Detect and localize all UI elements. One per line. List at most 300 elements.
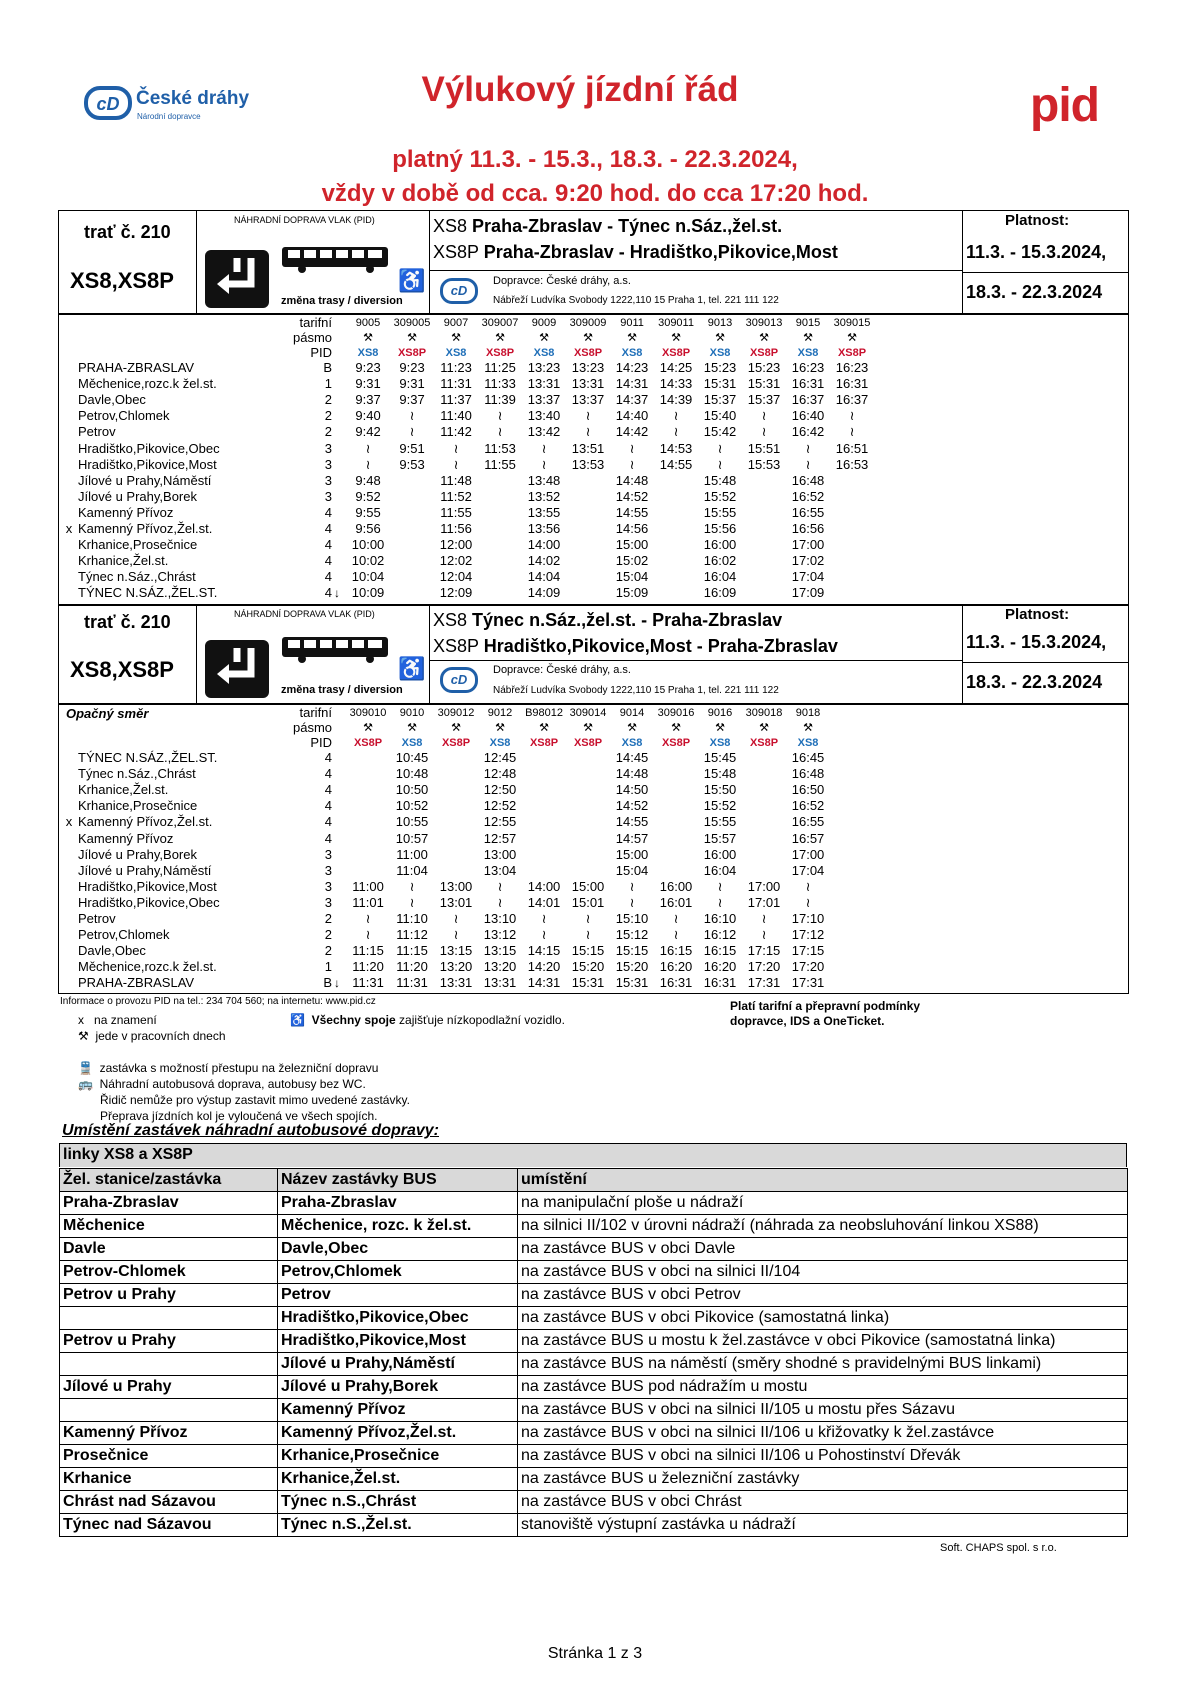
tariff-zone: 2	[324, 943, 333, 959]
departure-time: 17:09	[791, 585, 825, 601]
weekday-mark: ⚒	[363, 721, 373, 734]
request-stop-mark	[60, 392, 78, 408]
direction-arrow	[334, 927, 346, 943]
spacer	[60, 735, 78, 750]
tariff-zone: 2	[324, 408, 333, 424]
weekday-mark: ⚒	[495, 721, 505, 734]
departure-time: 12:45	[483, 750, 517, 766]
departure-time: 14:57	[615, 830, 649, 846]
departure-time: 16:00	[703, 537, 737, 553]
pid-line: XS8	[357, 346, 379, 359]
train-number: 309007	[481, 316, 519, 329]
departure-time	[742, 798, 786, 814]
departure-time: 16:00	[703, 846, 737, 862]
train-number: 9016	[707, 706, 733, 719]
train-number: 309018	[745, 706, 783, 719]
stop-location: na zastávce BUS v obci na silnici II/106 u Pohostinství Dřevák	[518, 1445, 1128, 1468]
departure-time	[390, 569, 434, 585]
stop-name: Hradištko,Pikovice,Obec	[78, 440, 220, 456]
departure-time: 12:55	[483, 814, 517, 830]
platnost-2: 18.3. - 22.3.2024	[966, 282, 1103, 302]
departure-time: 14:00	[527, 878, 561, 894]
departure-time: 13:15	[483, 943, 517, 959]
stops-row	[60, 1445, 1128, 1468]
departure-time: 13:12	[483, 927, 517, 943]
pid-line: XS8P	[485, 346, 515, 359]
timetable-row	[60, 830, 830, 846]
request-stop-mark	[60, 927, 78, 943]
weekday-mark: ⚒	[627, 331, 637, 344]
departure-time	[390, 505, 434, 521]
departure-time: 17:31	[747, 975, 781, 991]
legend-work: ⚒ jede v pracovních dnech	[78, 1029, 226, 1043]
departure-time: 14:56	[615, 520, 649, 536]
stops-lines: linky XS8 a XS8P	[59, 1143, 1127, 1167]
departure-time	[742, 521, 786, 537]
timetable-row	[60, 798, 830, 814]
column-header: umístění	[518, 1169, 1128, 1192]
direction-arrow	[334, 911, 346, 927]
platnost-label-2: Platnost:	[1005, 606, 1070, 623]
train-number: 9018	[795, 706, 821, 719]
pid-line: XS8P	[661, 736, 691, 749]
departure-time: 15:01	[571, 894, 605, 910]
weekday-mark: ⚒	[583, 721, 593, 734]
departure-time: 15:15	[615, 943, 649, 959]
direction-arrow	[334, 814, 346, 830]
departure-time: 9:53	[399, 456, 425, 472]
departure-time: 9:31	[399, 376, 425, 392]
stop-name: Jílové u Prahy,Náměstí	[78, 472, 212, 488]
stop-location: na silnici II/102 v úrovni nádraží (náhrada za neobsluhování linkou XS88)	[518, 1215, 1128, 1238]
lines-label: XS8,XS8P	[70, 268, 174, 293]
departure-time: 16:45	[791, 750, 825, 766]
timetable-row	[60, 521, 874, 537]
timetable-row	[60, 782, 830, 798]
departure-time: 9:56	[355, 520, 381, 536]
departure-time: 16:55	[791, 504, 825, 520]
departure-time: 11:48	[440, 472, 472, 488]
timetable-row	[60, 847, 830, 863]
departure-time: 14:39	[659, 392, 693, 408]
diversion-label-2: změna trasy / diversion	[281, 684, 403, 696]
departure-time: 14:04	[527, 569, 561, 585]
station-name: Jílové u Prahy	[60, 1376, 278, 1399]
stop-name: Jílové u Prahy,Borek	[78, 846, 197, 862]
stops-table	[59, 1168, 1128, 1537]
departure-time	[522, 766, 566, 782]
timetable-row	[60, 569, 874, 585]
departure-time	[434, 830, 478, 846]
departure-time	[566, 473, 610, 489]
departure-time	[742, 847, 786, 863]
cd-small-logo-2: cD	[440, 667, 478, 693]
bus-stop-name: Jílové u Prahy,Borek	[278, 1376, 518, 1399]
departure-time: 15:56	[703, 520, 737, 536]
departure-time: ≀	[761, 910, 767, 926]
pid-line: XS8P	[837, 346, 867, 359]
train-number: 9013	[707, 316, 733, 329]
departure-time: 10:45	[395, 750, 429, 766]
route1-2: XS8 Týnec n.Sáz.,žel.st. - Praha-Zbraslav	[433, 610, 783, 630]
request-stop-mark	[60, 489, 78, 505]
weekday-mark: ⚒	[539, 721, 549, 734]
departure-time: ≀	[453, 910, 459, 926]
bus-icon	[280, 244, 392, 274]
header-label: PID	[310, 734, 333, 750]
departure-time	[566, 537, 610, 553]
departure-time: 17:00	[747, 878, 781, 894]
diversion-icon-2	[205, 640, 269, 698]
departure-time	[390, 585, 434, 601]
station-name: Chrást nad Sázavou	[60, 1491, 278, 1514]
train-number: 309010	[349, 706, 387, 719]
departure-time: ≀	[673, 424, 679, 440]
departure-time: 15:48	[703, 472, 737, 488]
departure-time: 16:48	[791, 472, 825, 488]
departure-time	[742, 569, 786, 585]
stop-name: Jílové u Prahy,Náměstí	[78, 862, 212, 878]
bus-stop-name: Krhanice,Prosečnice	[278, 1445, 518, 1468]
tariff-zone: 3	[324, 472, 333, 488]
timetable-row	[60, 911, 830, 927]
departure-time: 13:31	[571, 376, 605, 392]
direction-arrow: ↓	[334, 976, 341, 991]
stop-location: na zastávce BUS u mostu k žel.zastávce v obci Pikovice (samostatná linka)	[518, 1330, 1128, 1353]
column-header: Název zastávky BUS	[278, 1169, 518, 1192]
departure-time	[566, 521, 610, 537]
departure-time: 11:01	[352, 894, 384, 910]
hammer-icon: ⚒	[78, 1029, 89, 1043]
departure-time: 9:51	[399, 440, 425, 456]
departure-time: 15:00	[571, 878, 605, 894]
tariff-zone: 3	[324, 846, 333, 862]
bus-stop-name: Hradištko,Pikovice,Obec	[278, 1307, 518, 1330]
stop-location: na zastávce BUS pod nádražím u mostu	[518, 1376, 1128, 1399]
departure-time: ≀	[541, 910, 547, 926]
departure-time: 11:55	[440, 504, 472, 520]
request-stop-mark	[60, 424, 78, 440]
departure-time: 9:23	[355, 360, 381, 376]
departure-time: 16:23	[791, 360, 825, 376]
stop-name: Hradištko,Pikovice,Most	[78, 878, 217, 894]
departure-time: 11:39	[484, 392, 516, 408]
departure-time: 16:37	[791, 392, 825, 408]
train-number: 309011	[658, 316, 694, 329]
timetable-row	[60, 927, 830, 943]
departure-time	[346, 750, 390, 766]
departure-time: 10:52	[395, 798, 429, 814]
direction-arrow	[334, 847, 346, 863]
departure-time: 11:23	[440, 360, 472, 376]
header-label: tarifní	[299, 704, 333, 720]
stop-name: Týnec n.Sáz.,Chrást	[78, 569, 196, 585]
stop-location: na zastávce BUS na náměstí (směry shodné s pravidelnými BUS linkami)	[518, 1353, 1128, 1376]
request-stop-mark	[60, 798, 78, 814]
stop-name: PRAHA-ZBRASLAV	[78, 360, 195, 376]
departure-time	[478, 521, 522, 537]
request-stop-mark	[60, 569, 78, 585]
departure-time: 15:00	[615, 846, 649, 862]
departure-time: 13:37	[527, 392, 561, 408]
departure-time: 10:50	[395, 782, 429, 798]
departure-time: 15:04	[615, 569, 649, 585]
timetable-2	[60, 705, 1128, 991]
departure-time: 14:52	[615, 488, 649, 504]
wheelchair-icon-2: ♿	[398, 656, 426, 681]
departure-time	[390, 553, 434, 569]
legend-x: x na znamení ♿ Všechny spoje zajišťuje nízkopodlažní vozidlo.	[78, 1013, 565, 1027]
departure-time: 15:31	[615, 975, 649, 991]
departure-time: 17:04	[791, 862, 825, 878]
stop-name: Krhanice,Prosečnice	[78, 798, 198, 814]
departure-time: 16:04	[703, 569, 737, 585]
departure-time: 11:37	[440, 392, 472, 408]
header-label: PID	[310, 344, 333, 360]
request-stop-mark	[60, 782, 78, 798]
departure-time: 13:56	[527, 520, 561, 536]
departure-time: 16:37	[835, 392, 869, 408]
tariff-zone: 2	[324, 910, 333, 926]
pid-line: XS8	[621, 346, 643, 359]
request-stop-mark	[60, 879, 78, 895]
direction-arrow	[334, 943, 346, 959]
bus-stop-name: Kamenný Přívoz	[278, 1399, 518, 1422]
request-stop-mark	[60, 457, 78, 473]
stop-name: Hradištko,Pikovice,Most	[78, 456, 217, 472]
departure-time: 13:20	[439, 959, 473, 975]
departure-time: ≀	[673, 927, 679, 943]
departure-time: 17:20	[791, 959, 825, 975]
departure-time	[566, 585, 610, 601]
departure-time	[434, 863, 478, 879]
tariff-zone: 4	[324, 520, 333, 536]
weekday-mark: ⚒	[671, 331, 681, 344]
dopravce: Dopravce: České dráhy, a.s.	[493, 275, 631, 287]
spacer	[334, 705, 346, 720]
tariff-zone: 4	[324, 585, 333, 601]
tariff-zone: 4	[324, 504, 333, 520]
departure-time: 13:40	[527, 408, 561, 424]
departure-time: 16:23	[835, 360, 869, 376]
tariff-zone: 2	[324, 927, 333, 943]
departure-time	[742, 863, 786, 879]
departure-time: 13:37	[571, 392, 605, 408]
departure-time	[742, 505, 786, 521]
departure-time: 16:53	[835, 456, 869, 472]
departure-time: 10:02	[351, 553, 385, 569]
departure-time: 14:31	[527, 975, 561, 991]
departure-time: ≀	[541, 440, 547, 456]
departure-time: 9:52	[355, 488, 381, 504]
departure-time: ≀	[453, 440, 459, 456]
departure-time: 17:02	[791, 553, 825, 569]
direction-arrow	[334, 537, 346, 553]
departure-time	[346, 798, 390, 814]
departure-time: ≀	[805, 878, 811, 894]
spacer	[60, 330, 78, 345]
departure-time	[654, 798, 698, 814]
direction-arrow	[334, 376, 346, 392]
pid-line: XS8P	[397, 346, 427, 359]
weekday-mark: ⚒	[803, 721, 813, 734]
bus-stop-name: Hradištko,Pikovice,Most	[278, 1330, 518, 1353]
departure-time	[566, 569, 610, 585]
diversion-icon	[205, 250, 269, 308]
departure-time: ≀	[849, 424, 855, 440]
departure-time: 15:00	[615, 537, 649, 553]
departure-time: 11:42	[440, 424, 472, 440]
timetable-row	[60, 424, 874, 440]
direction-arrow	[334, 473, 346, 489]
validity-line-1: platný 11.3. - 15.3., 18.3. - 22.3.2024,	[392, 146, 798, 173]
departure-time	[390, 521, 434, 537]
departure-time: 11:04	[396, 862, 428, 878]
departure-time	[742, 553, 786, 569]
departure-time: 15:02	[615, 553, 649, 569]
departure-time: 14:48	[615, 472, 649, 488]
departure-time: 11:15	[352, 943, 384, 959]
departure-time: 12:04	[439, 569, 473, 585]
spacer	[78, 735, 293, 750]
departure-time: 16:31	[659, 975, 693, 991]
svg-text:cD: cD	[96, 94, 120, 114]
train-number: 309015	[833, 316, 871, 329]
departure-time: 15:40	[703, 408, 737, 424]
route2: XS8P Praha-Zbraslav - Hradištko,Pikovice,Most	[433, 242, 838, 262]
stop-location: na zastávce BUS v obci Davle	[518, 1238, 1128, 1261]
departure-time	[566, 766, 610, 782]
departure-time: 14:23	[615, 360, 649, 376]
wheelchair-icon: ♿	[398, 268, 426, 293]
departure-time: 16:09	[703, 585, 737, 601]
departure-time: 17:00	[791, 846, 825, 862]
stops-heading: Umístění zastávek náhradní autobusové dopravy:	[62, 1122, 439, 1139]
bus-stop-name: Davle,Obec	[278, 1238, 518, 1261]
departure-time	[654, 521, 698, 537]
departure-time: ≀	[409, 408, 415, 424]
spacer	[334, 330, 346, 345]
direction-arrow	[334, 895, 346, 911]
departure-time: 13:31	[483, 975, 517, 991]
train-number: 9012	[487, 706, 513, 719]
stops-row	[60, 1399, 1128, 1422]
direction-arrow	[334, 440, 346, 456]
departure-time: 15:55	[703, 814, 737, 830]
route2-2: XS8P Hradištko,Pikovice,Most - Praha-Zbraslav	[433, 636, 838, 656]
tarif-info	[730, 999, 920, 1029]
departure-time	[742, 782, 786, 798]
station-name: Krhanice	[60, 1468, 278, 1491]
departure-time: 11:55	[484, 456, 516, 472]
spacer	[334, 735, 346, 750]
departure-time: 16:00	[659, 878, 693, 894]
timetable-row	[60, 505, 874, 521]
departure-time: 17:20	[747, 959, 781, 975]
departure-time	[434, 847, 478, 863]
departure-time: 16:50	[791, 782, 825, 798]
timetable-row	[60, 863, 830, 879]
direction-arrow	[334, 489, 346, 505]
departure-time	[566, 798, 610, 814]
cd-logo-icon	[84, 86, 132, 120]
request-stop-mark	[60, 537, 78, 553]
departure-time: 17:31	[791, 975, 825, 991]
departure-time	[654, 537, 698, 553]
weekday-mark: ⚒	[627, 721, 637, 734]
train-number: 9009	[531, 316, 557, 329]
station-name: Davle	[60, 1238, 278, 1261]
pid-line: XS8P	[749, 346, 779, 359]
timetable-row	[60, 585, 874, 601]
departure-time: ≀	[629, 456, 635, 472]
timetable-row	[60, 440, 874, 456]
timetable-row	[60, 814, 830, 830]
departure-time	[390, 537, 434, 553]
departure-time	[742, 766, 786, 782]
request-stop-mark: x	[65, 520, 73, 536]
departure-time: ≀	[497, 878, 503, 894]
departure-time: 17:10	[791, 910, 825, 926]
stop-location: na zastávce BUS u železniční zastávky	[518, 1468, 1128, 1491]
departure-time: ≀	[453, 927, 459, 943]
direction-arrow	[334, 457, 346, 473]
departure-time: 15:15	[571, 943, 605, 959]
cd-logo	[84, 84, 254, 126]
departure-time: ≀	[717, 878, 723, 894]
departure-time: 12:50	[483, 782, 517, 798]
tariff-zone: 1	[324, 376, 333, 392]
departure-time: ≀	[761, 424, 767, 440]
stop-name: Krhanice,Žel.st.	[78, 782, 169, 798]
direction-arrow	[334, 424, 346, 440]
stop-name: TÝNEC N.SÁZ.,ŽEL.ST.	[78, 585, 218, 601]
departure-time: 13:48	[527, 472, 561, 488]
departure-time: ≀	[717, 894, 723, 910]
departure-time: ≀	[761, 927, 767, 943]
departure-time: 15:31	[571, 975, 605, 991]
departure-time: ≀	[629, 440, 635, 456]
departure-time	[522, 782, 566, 798]
departure-time	[566, 505, 610, 521]
request-stop-mark	[60, 847, 78, 863]
departure-time: ≀	[673, 408, 679, 424]
departure-time: 15:45	[703, 750, 737, 766]
departure-time: 13:23	[527, 360, 561, 376]
departure-time: 14:33	[659, 376, 693, 392]
tariff-zone: 3	[324, 878, 333, 894]
departure-time	[478, 473, 522, 489]
train-number: B98012	[525, 706, 563, 719]
request-stop-mark	[60, 943, 78, 959]
departure-time	[346, 766, 390, 782]
stop-location: na zastávce BUS v obci na silnici II/105 u mostu přes Sázavu	[518, 1399, 1128, 1422]
route1: XS8 Praha-Zbraslav - Týnec n.Sáz.,žel.st.	[433, 216, 783, 236]
bus-stop-name: Krhanice,Žel.st.	[278, 1468, 518, 1491]
departure-time: 11:53	[484, 440, 516, 456]
departure-time: 11:52	[440, 488, 472, 504]
legend-transfer: 🚆 zastávka s možností přestupu na železniční dopravu	[78, 1061, 379, 1075]
departure-time: 14:50	[615, 782, 649, 798]
station-name	[60, 1307, 278, 1330]
departure-time: ≀	[365, 927, 371, 943]
departure-time: 16:12	[703, 927, 737, 943]
pid-line: XS8P	[353, 736, 383, 749]
departure-time	[566, 750, 610, 766]
tariff-zone: 3	[324, 440, 333, 456]
departure-time	[830, 569, 874, 585]
direction-arrow	[334, 959, 346, 975]
